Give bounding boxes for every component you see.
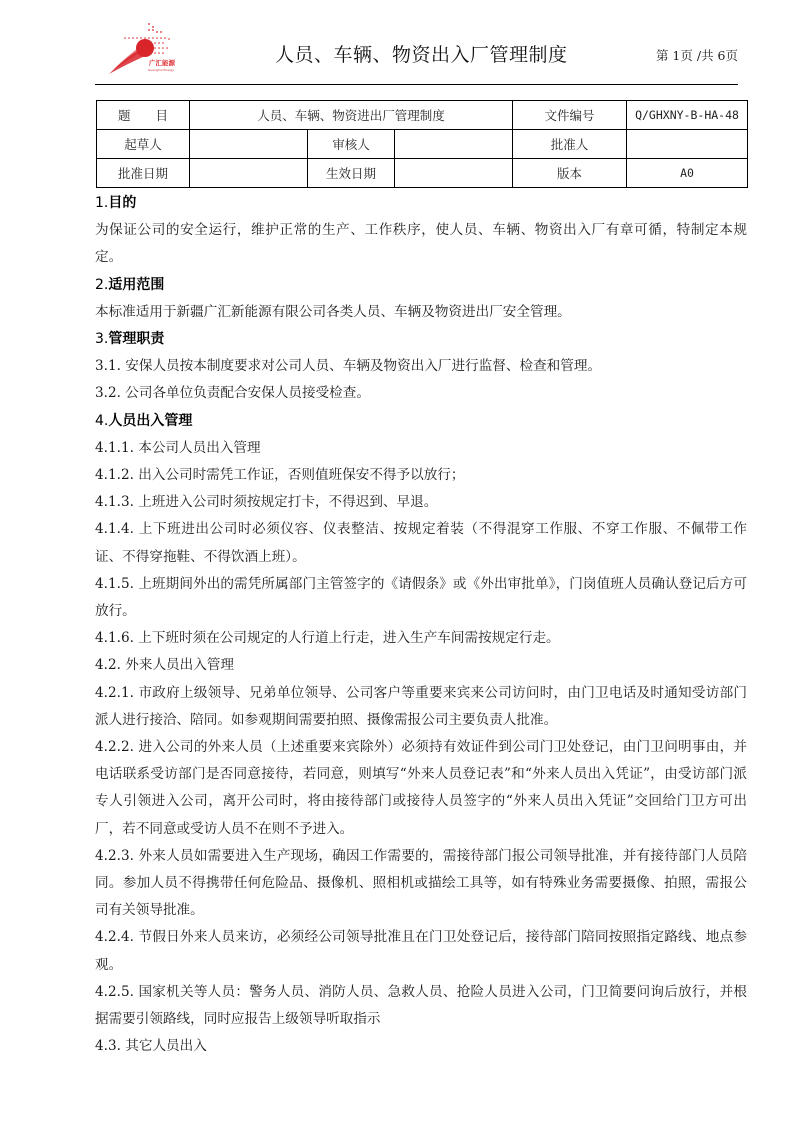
logo-text: 广汇能源 — [149, 59, 175, 67]
label-reviewer: 审核人 — [308, 130, 395, 159]
section-heading-scope: 2.适用范围 — [95, 276, 165, 293]
section-heading-purpose: 1.目的 — [95, 195, 137, 211]
effective-date-value — [395, 159, 513, 188]
section-heading-personnel: 4.人员出入管理 — [95, 412, 193, 429]
label-effective-date: 生效日期 — [308, 159, 395, 188]
reviewer-value — [395, 130, 513, 159]
clause-4-2-1: 4.2.1. 市政府上级领导、兄弟单位领导、公司客户等重要来宾来公司访问时，由门卫电话及时通知受访部门派人进行接洽、陪同。如参观期间需要拍照、摄像需报公司主要负责人批准。 — [95, 684, 747, 728]
clause-3-2: 3.2. 公司各单位负责配合安保人员接受检查。 — [95, 385, 370, 402]
page-number: 第 1页 /共 6页 — [655, 48, 738, 63]
table-row — [97, 101, 748, 130]
approval-date-value — [190, 159, 308, 188]
clause-4-1-4: 4.1.4. 上下班进出公司时必须仪容、仪表整洁、按规定着装（不得混穿工作服、不穿工作服、不佩带工作证、不得穿拖鞋、不得饮酒上班）。 — [95, 521, 747, 565]
paragraph-scope: 本标准适用于新疆广汇新能源有限公司各类人员、车辆及物资进出厂安全管理。 — [95, 303, 571, 320]
document-info-table — [96, 100, 748, 188]
page-header — [95, 18, 738, 84]
paragraph-purpose: 为保证公司的安全运行，维护正常的生产、工作秩序，使人员、车辆、物资出入厂有章可循，特制定本规定。 — [95, 222, 747, 266]
clause-4-2-3: 4.2.3. 外来人员如需要进入生产现场，确因工作需要的，需接待部门报公司领导批准，并有接待部门人员陪同。参加人员不得携带任何危险品、摄像机、照相机或描绘工具等，如有特殊业务需要摄像、拍照，需报公司有关领导批准。 — [95, 847, 747, 919]
company-logo-icon — [105, 18, 177, 78]
document-title: 人员、车辆、物资出入厂管理制度 — [275, 44, 568, 66]
clause-3-1: 3.1. 安保人员按本制度要求对公司人员、车辆及物资出入厂进行监督、检查和管理。 — [95, 358, 602, 375]
logo-subtext: Guanghui Energy — [148, 68, 174, 72]
clause-4-3: 4.3. 其它人员出入 — [95, 1038, 207, 1055]
label-approval-date: 批准日期 — [97, 159, 190, 188]
clause-4-1-6: 4.1.6. 上下班时须在公司规定的人行道上行走，进入生产车间需按规定行走。 — [95, 630, 560, 647]
table-row — [97, 159, 748, 188]
label-doc-number: 文件编号 — [513, 101, 627, 130]
section-heading-responsibilities: 3.管理职责 — [95, 331, 165, 348]
label-version: 版本 — [513, 159, 627, 188]
clause-4-1-5: 4.1.5. 上班期间外出的需凭所属部门主管签字的《请假条》或《外出审批单》，门岗值班人员确认登记后方可放行。 — [95, 575, 747, 620]
table-row — [97, 130, 748, 159]
drafter-value — [190, 130, 308, 159]
document-body — [95, 190, 747, 1061]
clause-4-2-2: 4.2.2. 进入公司的外来人员（上述重要来宾除外）必须持有效证件到公司门卫处登记，由门卫问明事由，并电话联系受访部门是否同意接待，若同意，则填写“外来人员登记表”和“外来人员出入凭证”，由受访部门派专人引领进入公司，离开公司时，将由接待部门或接待人员签字的“外来人员出入凭证”交回给门卫方可出厂，若不同意或受访人员不在则不予进入。 — [95, 739, 747, 837]
label-drafter: 起草人 — [97, 130, 190, 159]
label-approver: 批准人 — [513, 130, 627, 159]
label-title: 题 目 — [97, 101, 190, 130]
clause-4-2-4: 4.2.4. 节假日外来人员来访，必须经公司领导批准且在门卫处登记后，接待部门陪同按照指定路线、地点参观。 — [95, 929, 747, 973]
version-value: A0 — [627, 159, 748, 188]
header-divider — [95, 84, 738, 85]
clause-4-1-3: 4.1.3. 上班进入公司时须按规定打卡，不得迟到、早退。 — [95, 494, 438, 511]
doc-number-value: Q/GHXNY-B-HA-48 — [627, 101, 748, 130]
clause-4-1-2: 4.1.2. 出入公司时需凭工作证，否则值班保安不得予以放行； — [95, 467, 465, 484]
clause-4-1-1: 4.1.1. 本公司人员出入管理 — [95, 439, 261, 456]
title-value: 人员、车辆、物资进出厂管理制度 — [190, 101, 513, 130]
clause-4-2-5: 4.2.5. 国家机关等人员：警务人员、消防人员、急救人员、抢险人员进入公司，门卫简要问询后放行，并根据需要引领路线，同时应报告上级领导听取指示 — [95, 983, 747, 1028]
clause-4-2: 4.2. 外来人员出入管理 — [95, 657, 235, 674]
approver-value — [627, 130, 748, 159]
